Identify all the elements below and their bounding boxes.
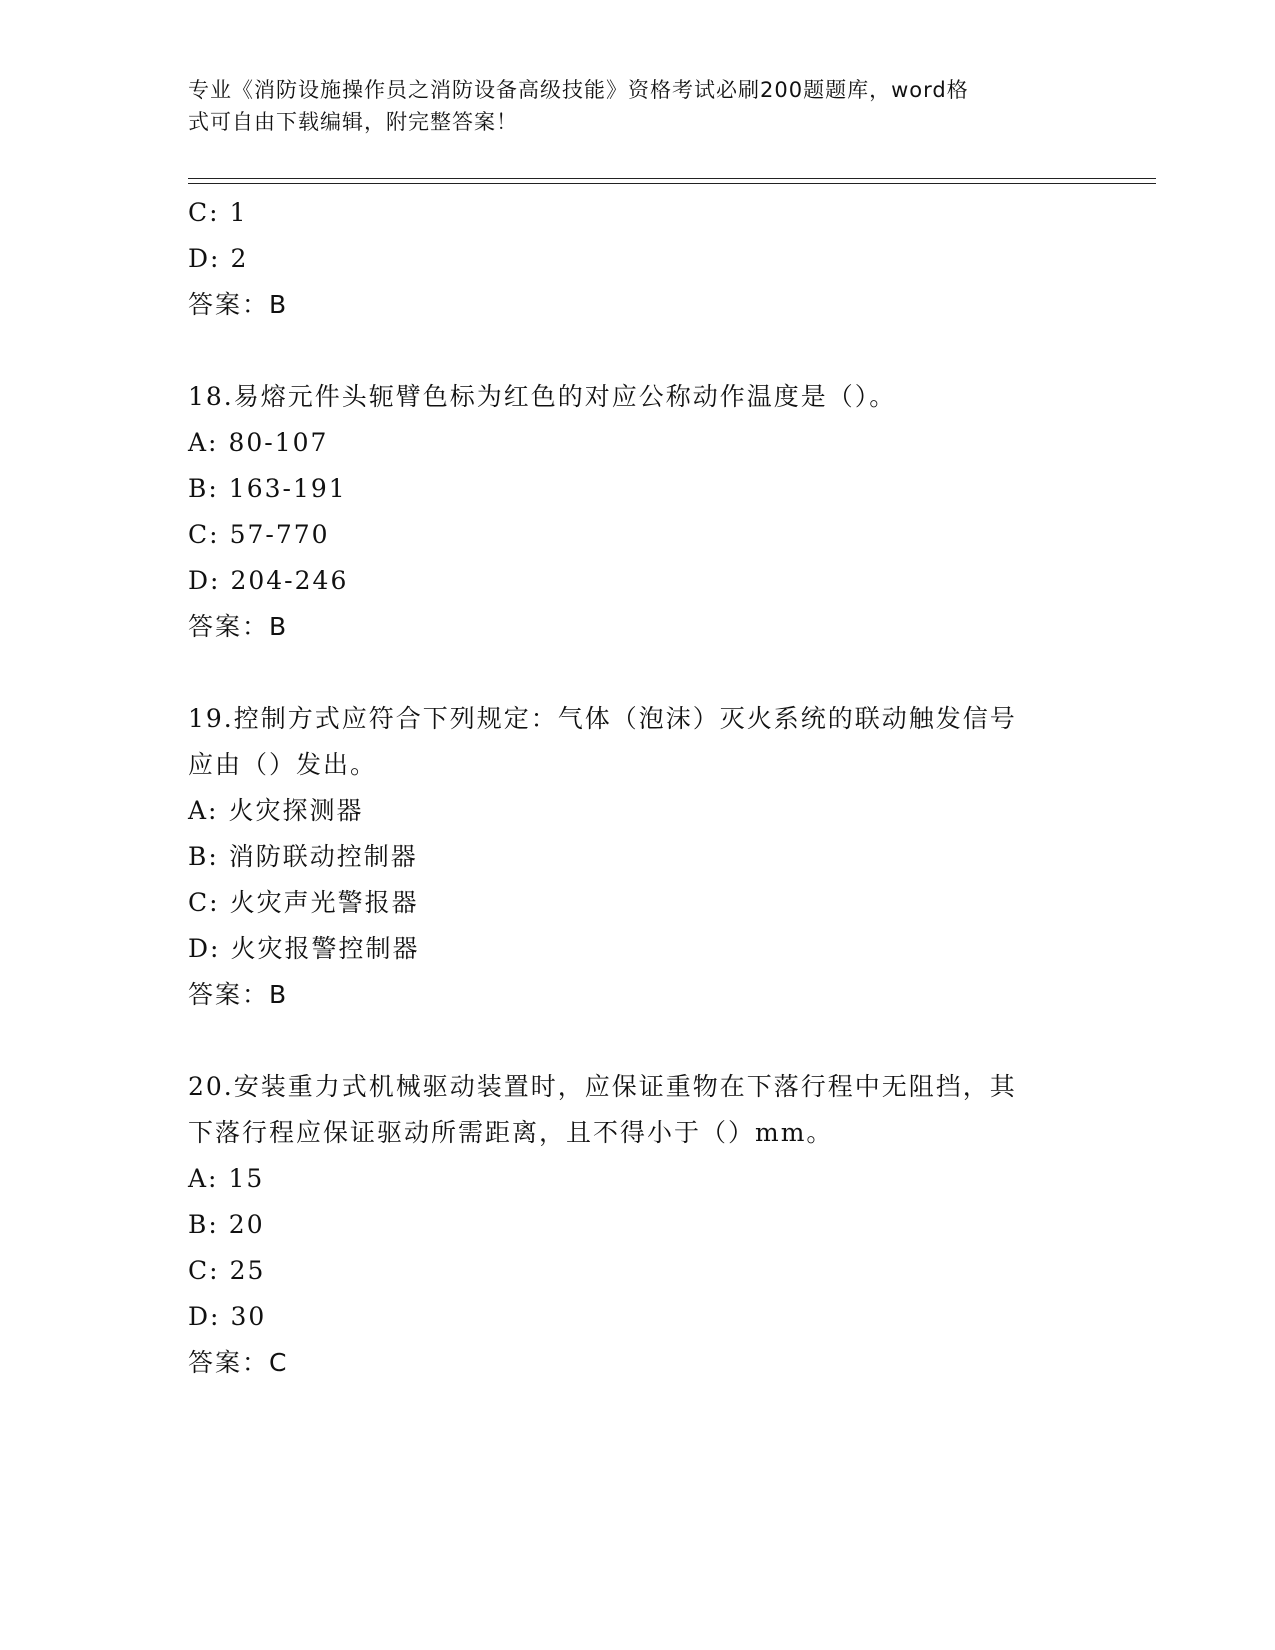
answer: 答案：B [188, 290, 289, 319]
option-d: D: 2 [188, 244, 249, 273]
question-20 [188, 1064, 1088, 1386]
option-d: D: 火灾报警控制器 [188, 934, 420, 963]
option-c: C: 25 [188, 1256, 266, 1285]
answer: 答案：B [188, 612, 289, 641]
option-d: D: 204-246 [188, 566, 349, 595]
answer: 答案：B [188, 980, 289, 1009]
question-19 [188, 696, 1088, 1018]
option-a: A: 火灾探测器 [188, 796, 364, 825]
option-a: A: 15 [188, 1164, 265, 1193]
option-a: A: 80-107 [188, 428, 329, 457]
header-divider-bottom [188, 183, 1156, 184]
question-list [188, 190, 1088, 1386]
question-18 [188, 374, 1088, 650]
option-b: B: 163-191 [188, 474, 347, 503]
header-line-1: 专业《消防设施操作员之消防设备高级技能》资格考试必刷200题题库，word格 [188, 78, 969, 102]
spacer [188, 650, 1088, 696]
option-c: C: 火灾声光警报器 [188, 888, 419, 917]
header-line-2: 式可自由下载编辑，附完整答案！ [188, 110, 518, 134]
document-header [188, 74, 1088, 138]
option-b: B: 20 [188, 1210, 265, 1239]
question-17-tail [188, 190, 1088, 328]
question-stem-line-1: 19.控制方式应符合下列规定：气体（泡沫）灭火系统的联动触发信号 [188, 704, 1017, 733]
header-divider-top [188, 178, 1156, 179]
question-stem-line-1: 20.安装重力式机械驱动装置时，应保证重物在下落行程中无阻挡，其 [188, 1072, 1017, 1101]
option-d: D: 30 [188, 1302, 267, 1331]
question-stem-line-2: 下落行程应保证驱动所需距离，且不得小于（）mm。 [188, 1118, 834, 1147]
option-c: C: 1 [188, 198, 248, 227]
option-b: B: 消防联动控制器 [188, 842, 418, 871]
answer: 答案：C [188, 1348, 289, 1377]
spacer [188, 328, 1088, 374]
question-stem: 18.易熔元件头轭臂色标为红色的对应公称动作温度是（）。 [188, 382, 897, 411]
option-c: C: 57-770 [188, 520, 330, 549]
spacer [188, 1018, 1088, 1064]
question-stem-line-2: 应由（）发出。 [188, 750, 378, 779]
